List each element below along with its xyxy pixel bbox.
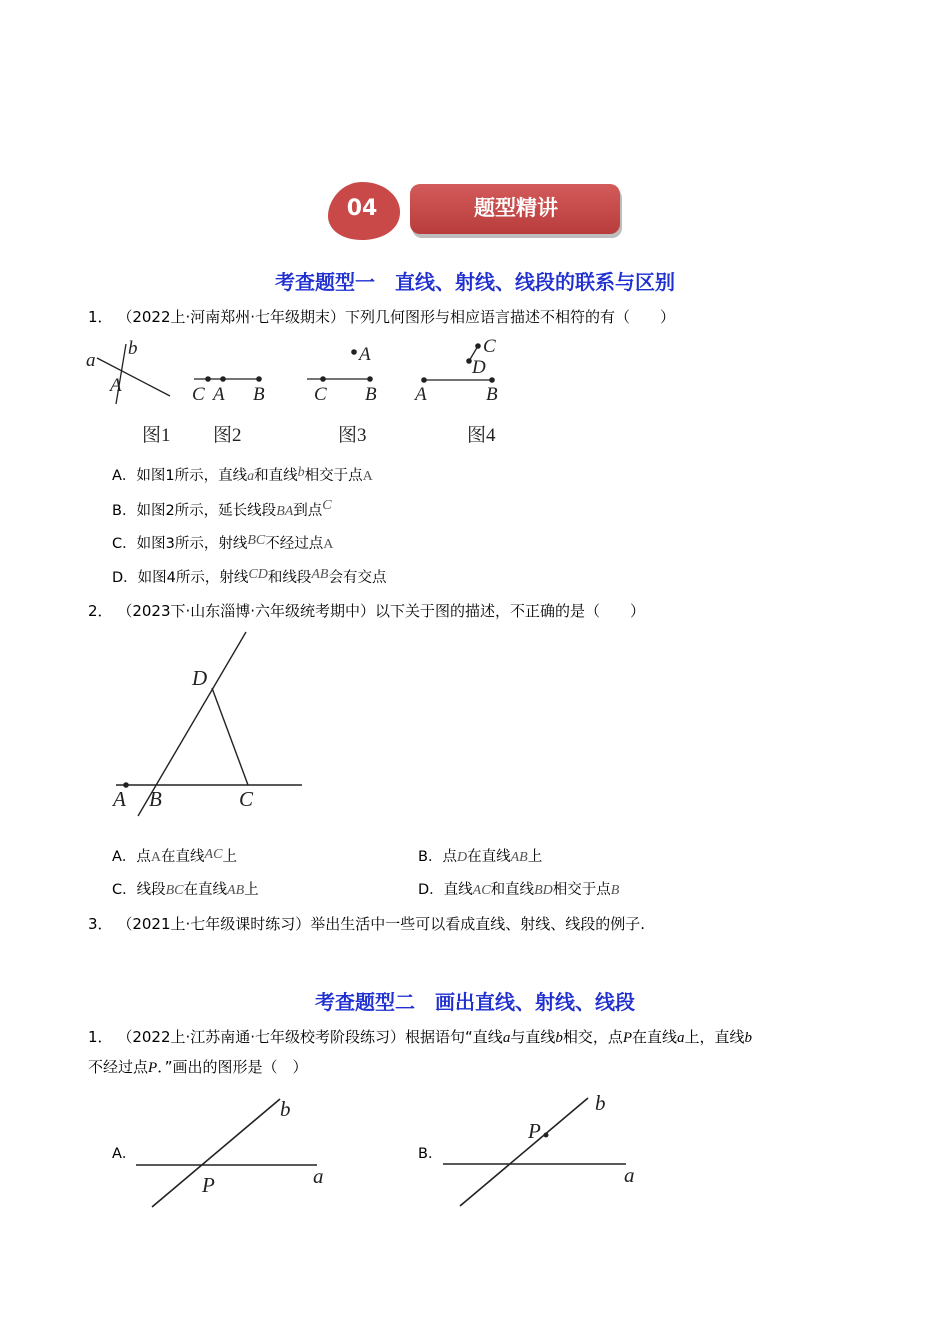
option-var: BC [247, 533, 266, 548]
s2-option-b[interactable]: B． [418, 1146, 443, 1162]
option-text: 在直线 [183, 882, 228, 898]
option-var: BA [276, 504, 294, 519]
fig3-label-B: B [365, 384, 377, 405]
label-a: a [313, 1164, 324, 1188]
option-letter: A． [112, 849, 137, 865]
option-var: BD [534, 883, 553, 898]
question-var: b [555, 1030, 563, 1046]
fig4-point-A [421, 377, 427, 383]
fig2-point-A [220, 376, 226, 382]
section-1-title: 考查题型一 直线、射线、线段的联系与区别 [275, 270, 675, 294]
fig3-point-A [351, 349, 357, 355]
q1-option-b[interactable] [112, 498, 332, 520]
fig4-label-A: A [415, 384, 427, 405]
section-2-title: 考查题型二 画出直线、射线、线段 [315, 990, 635, 1014]
s2-figure-a[interactable] [130, 1090, 340, 1212]
label-B: B [149, 787, 162, 811]
fig4-label-B: B [486, 384, 498, 405]
option-var: AB [510, 850, 528, 865]
fig2-label-B: B [253, 384, 265, 405]
question-2-1-line2 [88, 1056, 307, 1077]
question-text: （2023下·山东淄博·六年级统考期中）以下关于图的描述，不正确的是（ ） [117, 602, 646, 620]
option-text: 线段 [136, 882, 166, 898]
question-text: 不经过点 [88, 1058, 149, 1076]
question-var: b [744, 1030, 753, 1046]
question-1-1 [88, 306, 675, 327]
label-P: P [528, 1119, 541, 1143]
fig4-point-C [475, 343, 481, 349]
option-text: 不经过点 [265, 536, 324, 552]
option-var: CD [248, 567, 268, 582]
question-text: 与直线 [510, 1028, 556, 1046]
option-letter: B． [418, 849, 443, 865]
option-var: A [323, 537, 334, 552]
caption-fig1: 图1 [142, 425, 171, 446]
question-text: 相交，点 [562, 1028, 623, 1046]
option-var: A [362, 469, 373, 484]
option-letter: C． [112, 536, 137, 552]
label-a: a [624, 1163, 635, 1187]
option-text: 直线 [443, 882, 473, 898]
fig1-label-a: a [86, 350, 96, 371]
point-P [544, 1133, 549, 1138]
option-var: B [610, 883, 620, 898]
option-letter: B． [112, 503, 137, 519]
q2-figure [106, 628, 316, 818]
label-P: P [202, 1173, 215, 1197]
caption-fig2: 图2 [213, 425, 242, 446]
label-C: C [239, 787, 254, 811]
option-var: b [297, 465, 305, 480]
line-b [460, 1098, 588, 1206]
fig1-label-b: b [128, 338, 138, 359]
option-text: 在直线 [161, 849, 205, 865]
option-text: 和直线 [490, 882, 535, 898]
question-number: 3． [88, 915, 113, 933]
fig2-point-C [205, 376, 211, 382]
fig4-label-D: D [472, 357, 486, 378]
question-text: 上，直线 [684, 1028, 745, 1046]
question-text: 在直线 [632, 1028, 678, 1046]
q1-option-d[interactable] [112, 566, 386, 587]
option-var: BC [165, 883, 184, 898]
option-text: 和线段 [267, 570, 312, 586]
q1-figures [82, 336, 522, 416]
option-text: 点 [442, 849, 457, 865]
question-text: ．”画出的图形是（ ） [157, 1058, 308, 1076]
option-text: 相交于点 [552, 882, 611, 898]
option-var: C [322, 498, 332, 513]
question-1-3 [88, 913, 645, 934]
label-D: D [192, 666, 208, 690]
fig2-label-C: C [192, 384, 205, 405]
option-text: 如图3所示，射线 [136, 536, 248, 552]
q2-option-d[interactable] [418, 878, 619, 899]
option-var: AC [204, 847, 223, 862]
segment-DC [212, 688, 248, 785]
s2-option-a[interactable]: A． [112, 1146, 137, 1162]
fig4-point-B [489, 377, 495, 383]
option-text: 如图4所示，射线 [137, 570, 249, 586]
fig2-label-A: A [213, 384, 225, 405]
option-var: AB [227, 883, 245, 898]
label-A: A [113, 787, 126, 811]
line-b [152, 1099, 280, 1207]
label-b: b [280, 1097, 291, 1121]
fig3-label-C: C [314, 384, 327, 405]
q2-option-b[interactable] [418, 845, 542, 866]
caption-fig4: 图4 [467, 425, 496, 446]
q2-option-a[interactable] [112, 845, 237, 866]
option-text: 如图2所示，延长线段 [136, 503, 277, 519]
option-text: 在直线 [467, 849, 511, 865]
fig4-point-D [466, 358, 472, 364]
option-var: a [247, 469, 255, 484]
fig3-point-B [367, 376, 373, 382]
option-text: 和直线 [254, 468, 298, 484]
question-text: （2022上·河南郑州·七年级期末）下列几何图形与相应语言描述不相符的有（ ） [117, 308, 676, 326]
fig3-point-C [320, 376, 326, 382]
question-text: （2022上·江苏南通·七年级校考阶段练习）根据语句“直线 [117, 1028, 503, 1046]
fig4-label-C: C [483, 336, 496, 357]
question-var: a [502, 1030, 511, 1046]
option-text: 如图1所示，直线 [136, 468, 248, 484]
option-text: 会有交点 [328, 570, 387, 586]
option-var: D [456, 850, 468, 865]
question-1-2 [88, 600, 645, 621]
option-var: A [150, 850, 162, 865]
question-var: P [148, 1060, 158, 1076]
fig2-point-B [256, 376, 262, 382]
badge-number: 04 [346, 196, 378, 221]
option-letter: C． [112, 882, 137, 898]
fig1-line-a [97, 358, 170, 396]
option-letter: D． [112, 570, 138, 586]
option-text: 相交于点 [304, 468, 363, 484]
label-b: b [595, 1091, 606, 1115]
option-var: AC [472, 883, 491, 898]
option-text: 上 [527, 849, 543, 865]
s2-figure-b[interactable] [438, 1086, 648, 1212]
question-text: （2021上·七年级课时练习）举出生活中一些可以看成直线、射线、线段的例子. [117, 915, 646, 933]
option-text: 上 [244, 882, 259, 898]
question-number: 1． [88, 308, 113, 326]
option-text: 到点 [293, 503, 323, 519]
option-var: AB [311, 567, 329, 582]
badge-title: 题型精讲 [474, 196, 558, 220]
caption-fig3: 图3 [338, 425, 367, 446]
q2-option-c[interactable] [112, 878, 259, 899]
q1-option-a[interactable] [112, 464, 373, 485]
question-var: a [677, 1030, 685, 1046]
question-2-1-line1 [88, 1026, 752, 1047]
option-text: 上 [222, 849, 237, 865]
fig3-label-A: A [359, 344, 371, 365]
question-var: P [622, 1030, 633, 1046]
option-text: 点 [136, 849, 151, 865]
option-letter: D． [418, 882, 444, 898]
question-number: 2． [88, 602, 113, 620]
fig1-label-A: A [110, 375, 122, 396]
question-number: 1． [88, 1028, 113, 1046]
option-letter: A． [112, 468, 137, 484]
q1-option-c[interactable] [112, 532, 333, 553]
